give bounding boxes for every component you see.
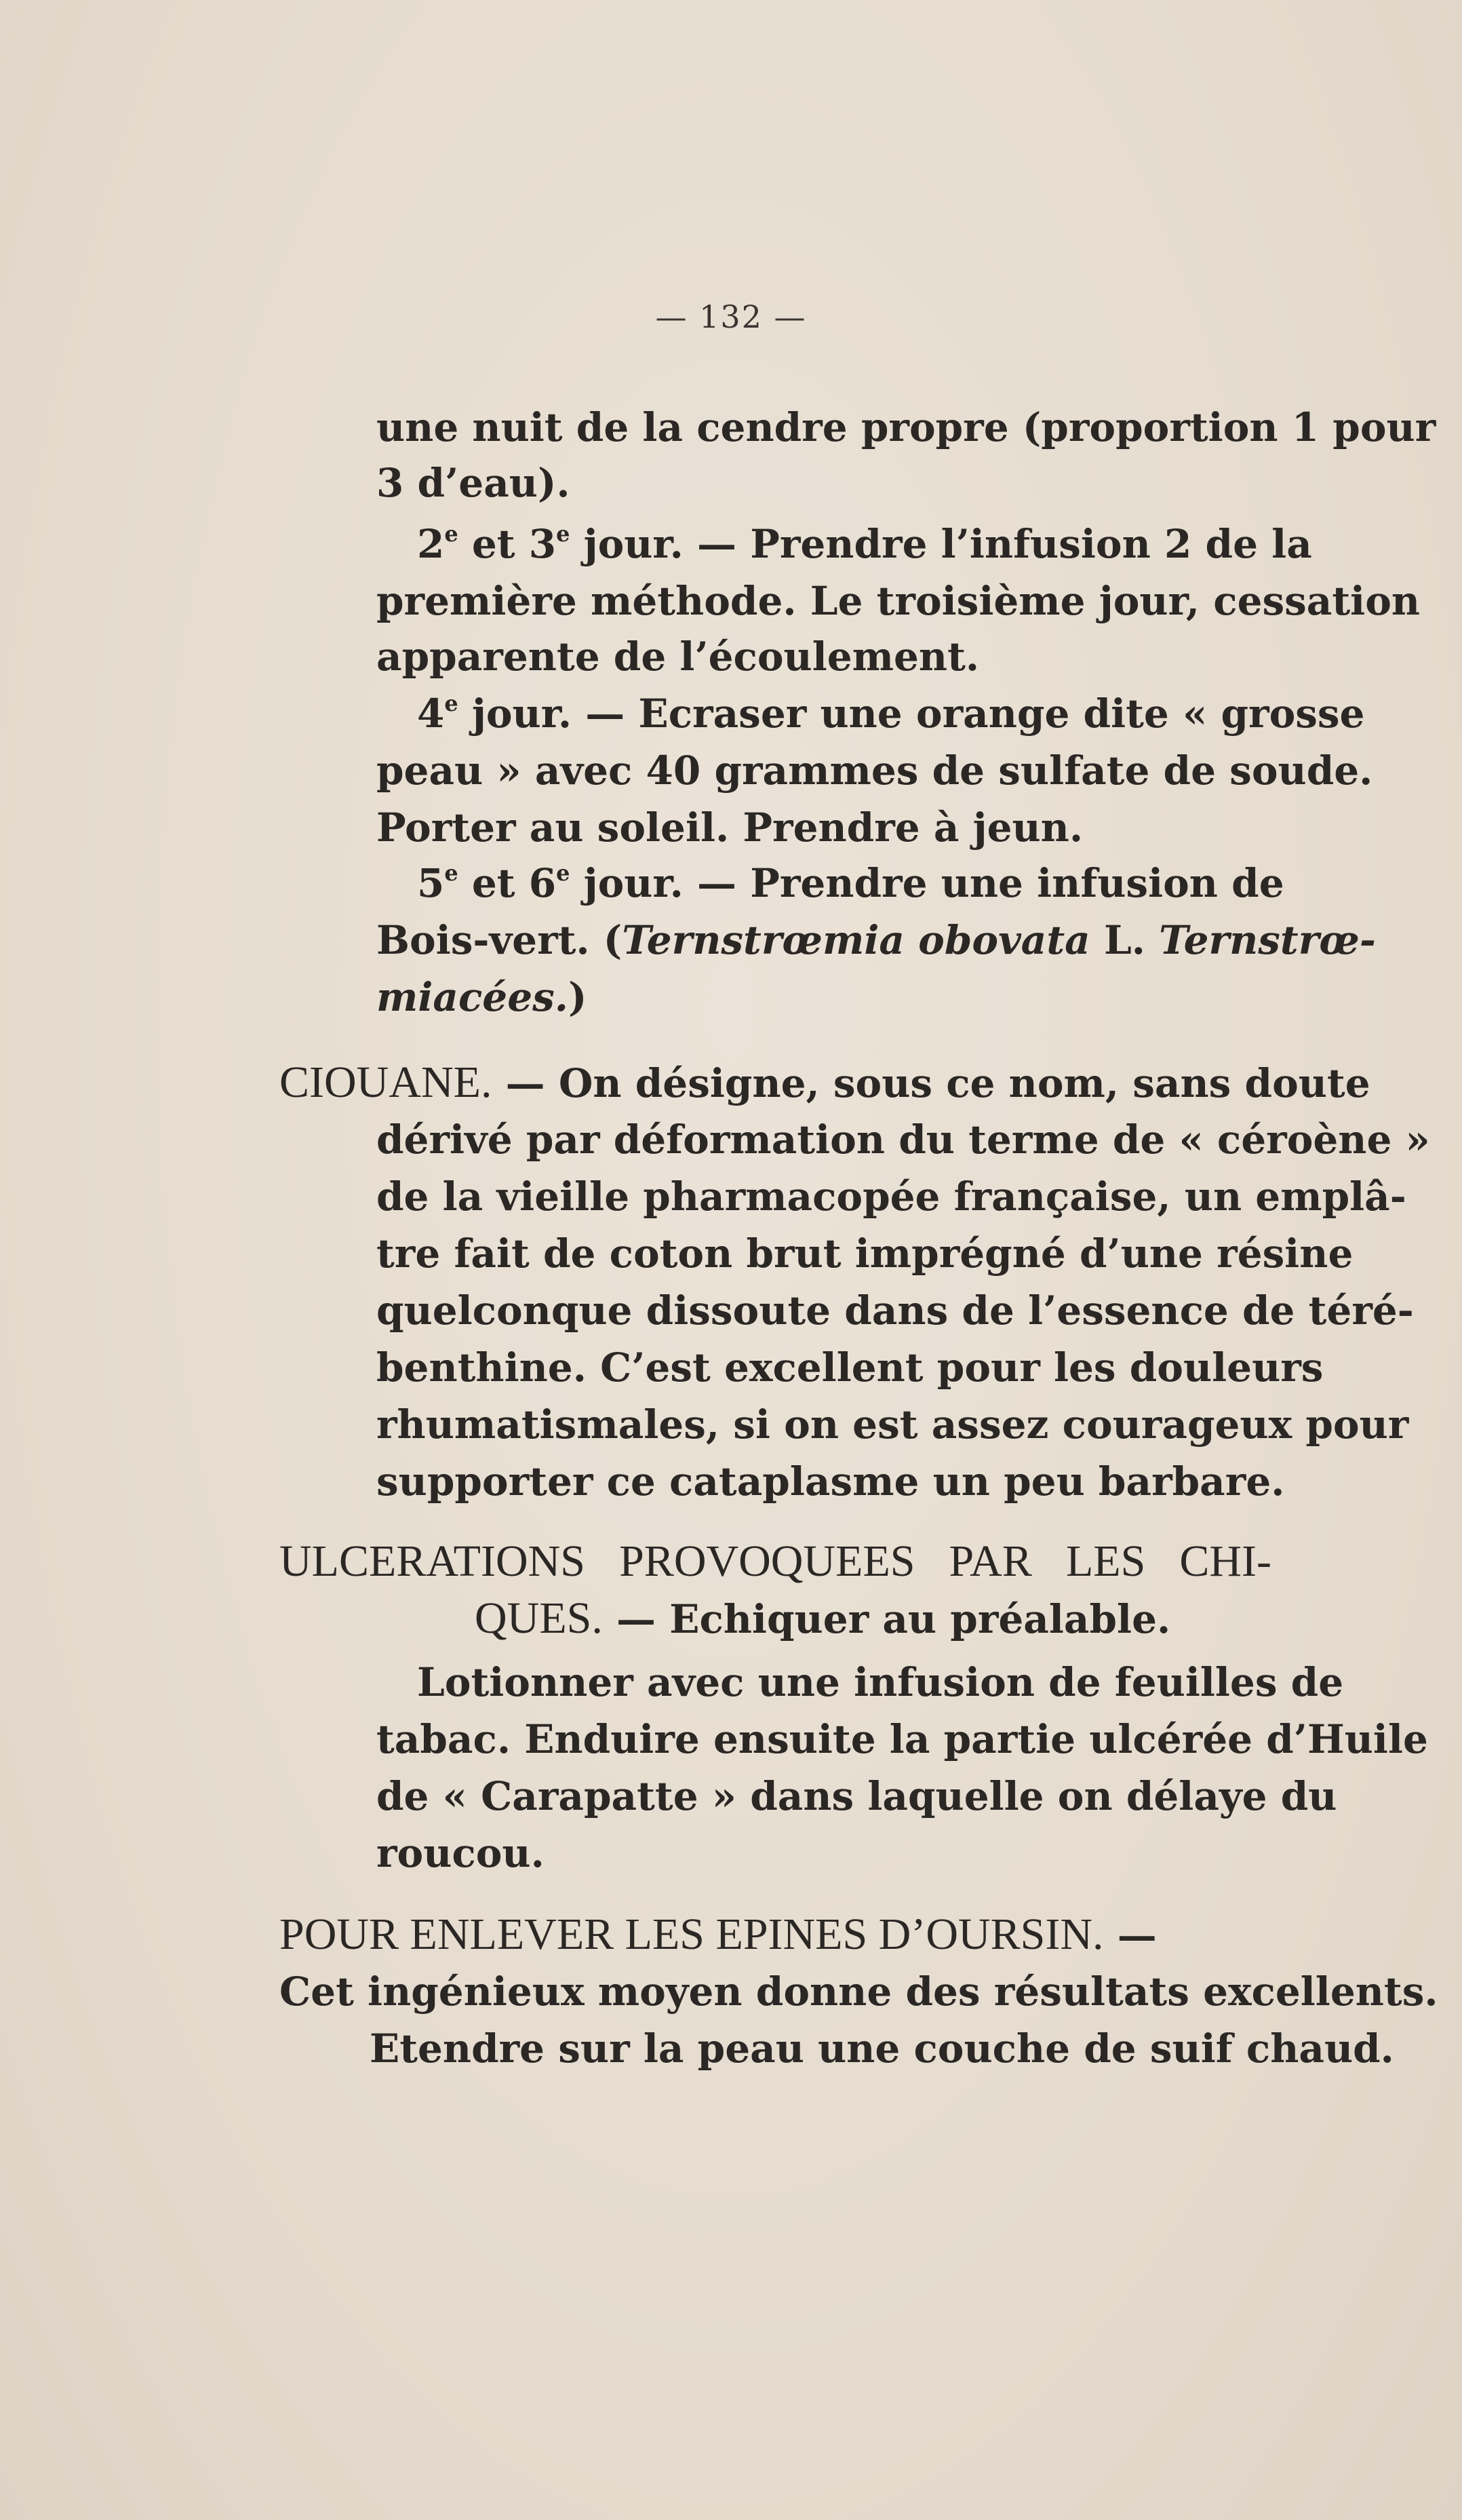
- text-line: quelconque dissoute dans de l’essence de téré-: [376, 1287, 1414, 1334]
- text-line: Cet ingénieux moyen donne des résultats excellents.: [279, 1969, 1438, 2015]
- entry-heading: POUR ENLEVER LES EPINES D’OURSIN.: [279, 1910, 1104, 1959]
- text-line: benthine. C’est excellent pour les douleurs: [376, 1344, 1324, 1391]
- text-line: 5e et 6e jour. — Prendre une infusion de: [417, 860, 1284, 906]
- text-line: de la vieille pharmacopée française, un emplâ-: [376, 1174, 1406, 1220]
- text-line: Etendre sur la peau une couche de suif chaud.: [370, 2025, 1394, 2072]
- text-line: de « Carapatte » dans laquelle on délaye du: [376, 1773, 1337, 1819]
- entry-heading-line: CIOUANE. — On désigne, sous ce nom, sans doute: [279, 1058, 1370, 1107]
- entry-heading: CIOUANE.: [279, 1058, 492, 1107]
- text-line: 3 d’eau).: [376, 460, 570, 506]
- text-line: peau » avec 40 grammes de sulfate de soude.: [376, 748, 1373, 794]
- text-line: Lotionner avec une infusion de feuilles de: [417, 1659, 1344, 1705]
- text-line: apparente de l’écoulement.: [376, 634, 980, 680]
- text-line: Bois-vert. (Ternstrœmia obovata L. Ternstrœ-: [376, 917, 1376, 963]
- text-line: miacées.): [376, 974, 587, 1020]
- text-line: une nuit de la cendre propre (proportion 1 pour: [376, 404, 1436, 450]
- text-line: rhumatismales, si on est assez courageux pour: [376, 1401, 1409, 1448]
- text-line: Porter au soleil. Prendre à jeun.: [376, 805, 1084, 851]
- line-lead: 2e et 3e jour. — Prendre l’infusion 2 de la: [417, 521, 1312, 567]
- text-line: supporter ce cataplasme un peu barbare.: [376, 1458, 1285, 1505]
- text-line: roucou.: [376, 1830, 545, 1876]
- entry-heading: ULCERATIONS PROVOQUEES PAR LES CHI-: [279, 1536, 1271, 1586]
- text-line: [417, 517, 1312, 571]
- text-line: 4e jour. — Ecraser une orange dite « grosse: [417, 691, 1365, 737]
- text-line: première méthode. Le troisième jour, cessation: [376, 578, 1421, 624]
- page-number: — 132 —: [655, 298, 807, 335]
- text-line: tabac. Enduire ensuite la partie ulcérée d’Huile: [376, 1716, 1428, 1762]
- entry-heading-line: POUR ENLEVER LES EPINES D’OURSIN. —: [279, 1910, 1157, 1959]
- text-line: tre fait de coton brut imprégné d’une résine: [376, 1230, 1354, 1277]
- text-line: dérivé par déformation du terme de « céroène »: [376, 1117, 1430, 1163]
- entry-heading-line: QUES. — Echiquer au préalable.: [475, 1593, 1171, 1643]
